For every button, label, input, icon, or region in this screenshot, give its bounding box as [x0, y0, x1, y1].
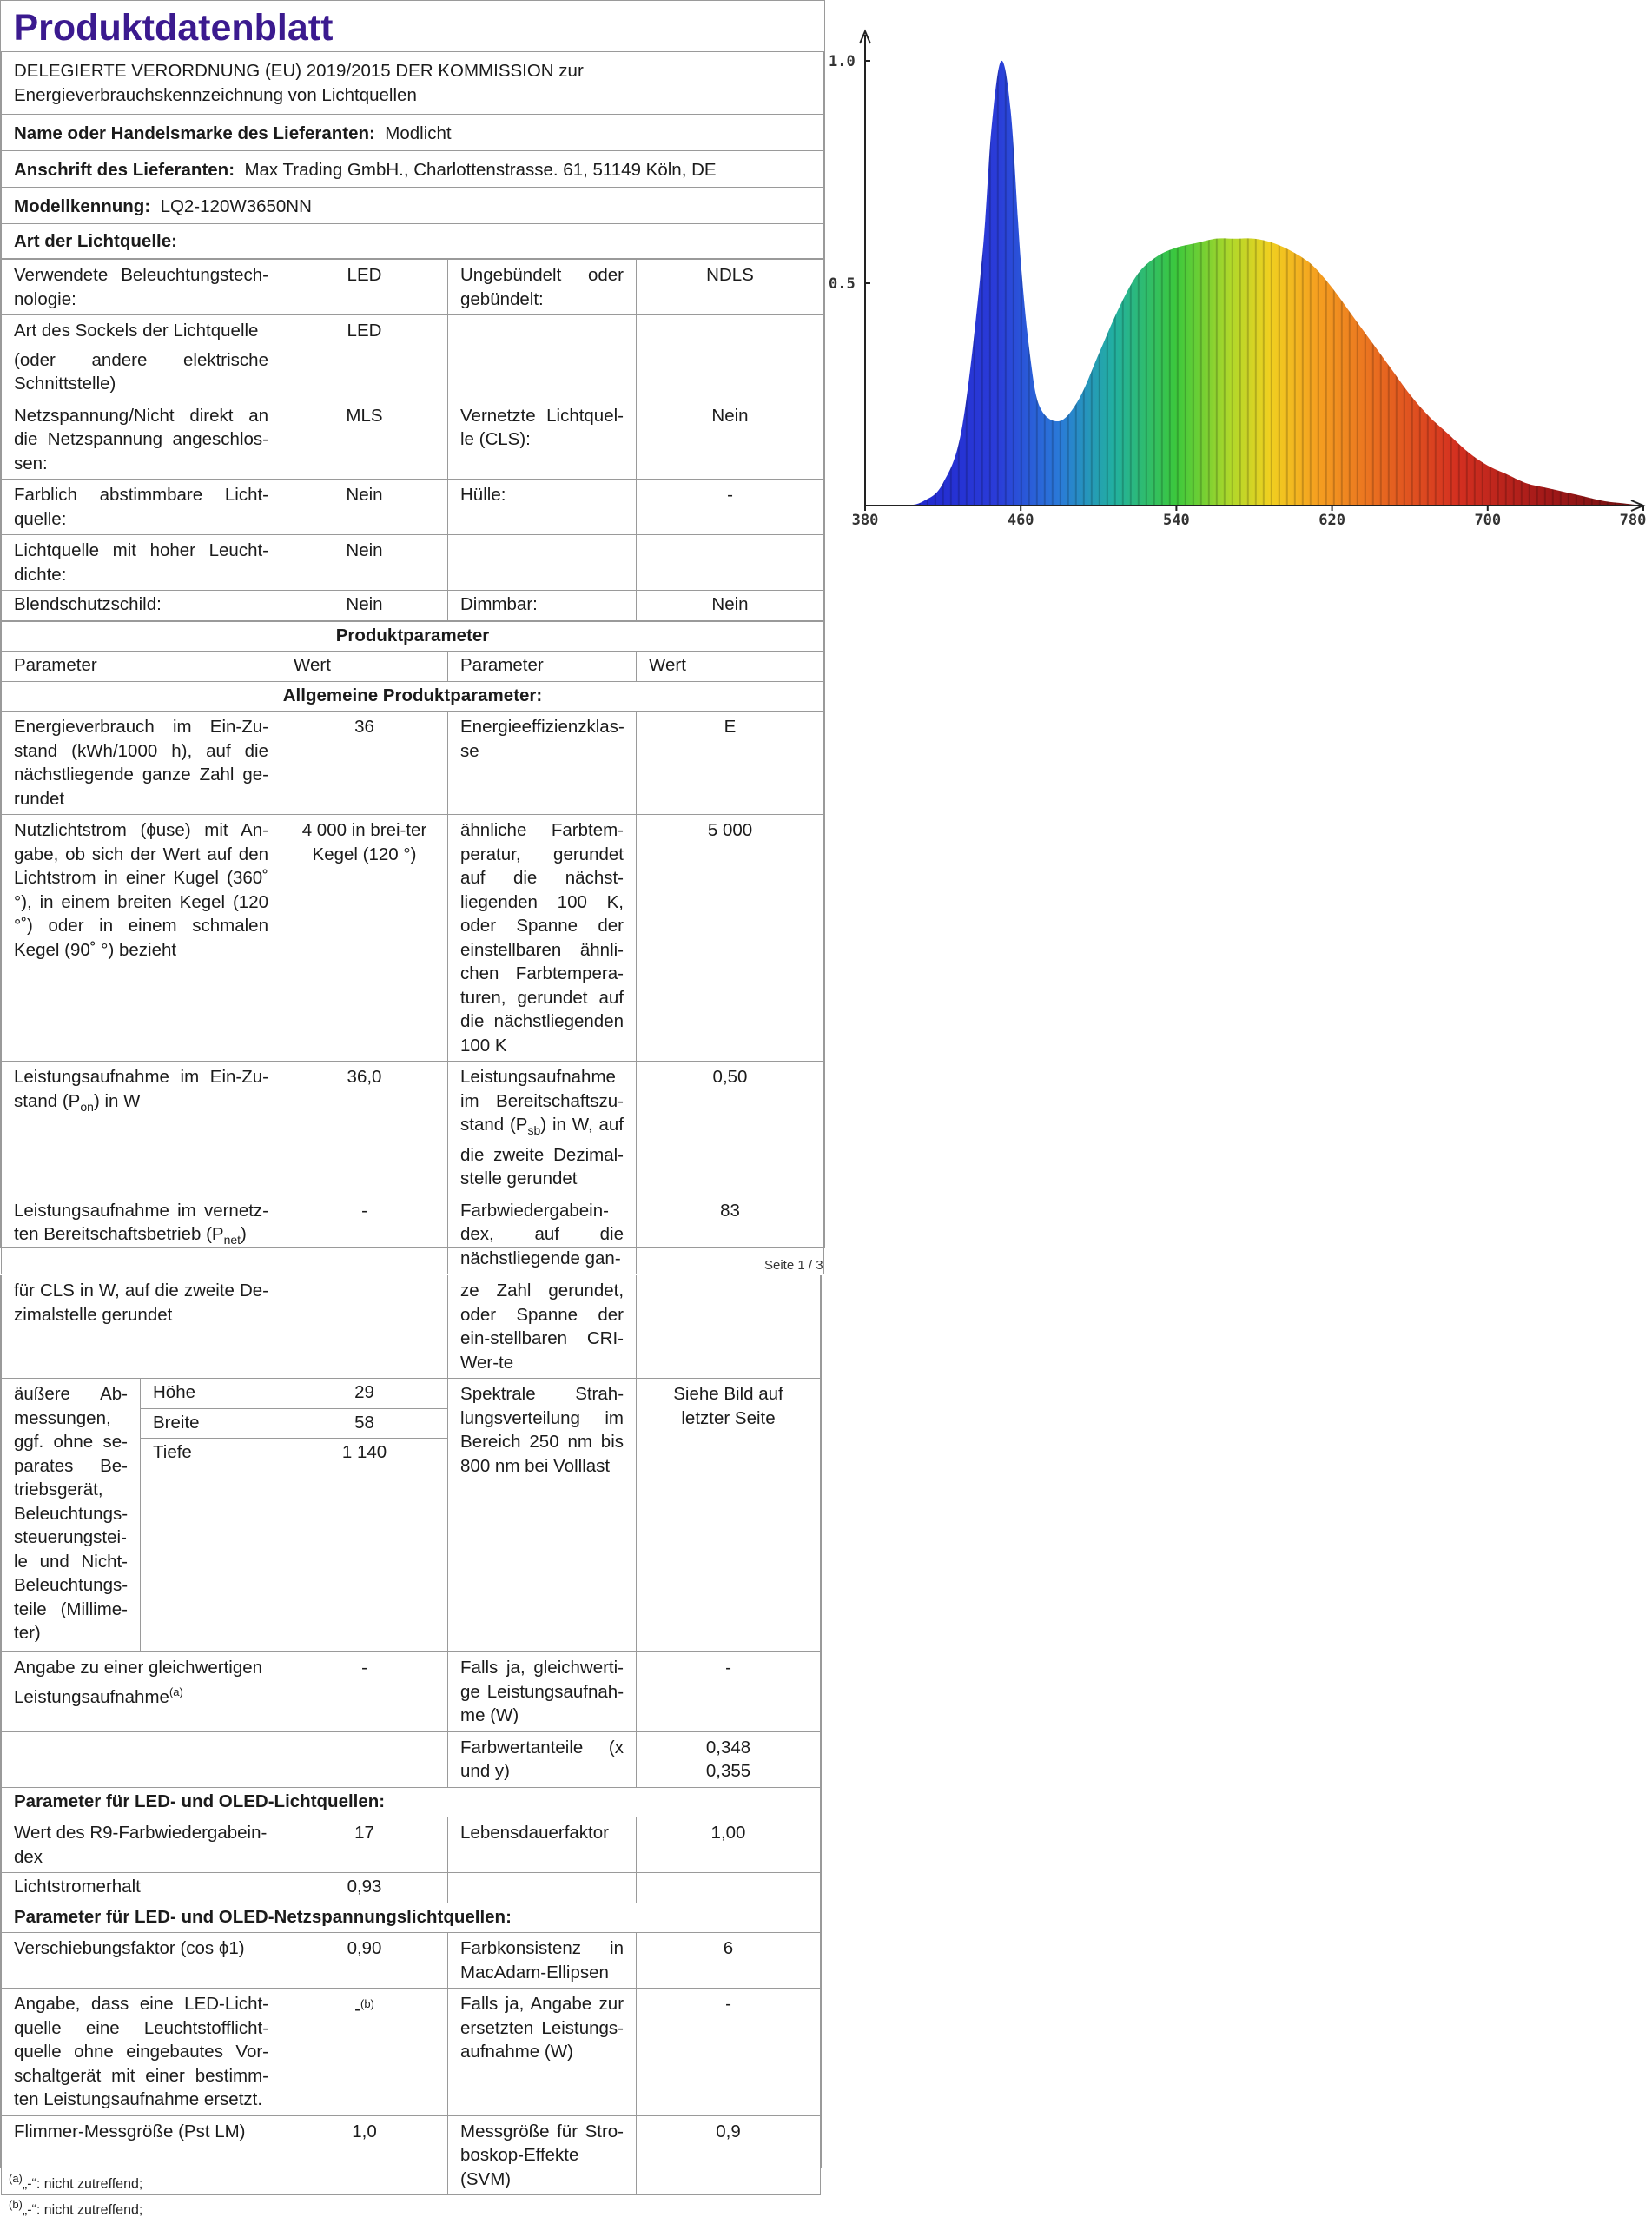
spd-label: Spektrale Strah-lungsverteilung im Bereich 250 nm bis 800 nm bei Volllast	[448, 1379, 637, 1652]
model-label: Modellkennung:	[14, 196, 151, 216]
psb-label: Leistungsaufnahme im Bereitschaftszu-stand (P	[460, 1067, 624, 1135]
type-param: Verwendete Beleuchtungstech-nologie:	[2, 260, 281, 315]
model-value: LQ2-120W3650NN	[160, 196, 312, 216]
param-label: Falls ja, gleichwerti-ge Leistungsaufnah-me (W)	[448, 1652, 637, 1732]
page-title: Produktdatenblatt	[13, 7, 334, 49]
stripe-group	[904, 43, 1639, 506]
general-heading: Allgemeine Produktparameter:	[2, 681, 824, 712]
footnote-mark: (a)	[9, 2172, 23, 2185]
params-row	[2, 712, 824, 815]
type-param: Vernetzte Lichtquel-le (CLS):	[448, 400, 637, 480]
type-value: -	[637, 480, 824, 535]
params-row	[2, 1989, 821, 2116]
y-tick-label: 1.0	[829, 53, 856, 70]
param-label-cont: ze Zahl gerundet, oder Spanne der ein-stellbaren CRI-Wer-te	[448, 1275, 637, 1379]
dim-label-width: Breite	[141, 1408, 281, 1439]
params-row	[2, 1195, 824, 1274]
chart-y-ticks	[829, 53, 870, 293]
footnote-b	[9, 2198, 142, 2218]
supplier-value: Modlicht	[385, 123, 452, 143]
params-row	[2, 1817, 821, 1873]
param-label: Nutzlichtstrom (ϕuse) mit An-gabe, ob sich der Wert auf den Lichtstrom in einer Kugel (360˚ °), in einem breiten Kegel (120 °˚) oder in einem schmalen Kegel (90˚ °) bezieht	[2, 815, 281, 1062]
param-value: 0,90	[281, 1933, 448, 1989]
type-value: LED	[281, 315, 448, 400]
param-label	[448, 1873, 637, 1903]
type-value: NDLS	[637, 260, 824, 315]
pon-label: Leistungsaufnahme im Ein-Zu-stand (P	[14, 1067, 268, 1111]
footnote-text: „-“: nicht zutreffend;	[22, 2202, 143, 2218]
led-heading: Parameter für LED- und OLED-Lichtquellen:	[2, 1787, 821, 1817]
param-label: Falls ja, Angabe zur ersetzten Leistungs-aufnahme (W)	[448, 1989, 637, 2116]
y-tick-label: 0.5	[829, 275, 856, 293]
socket-label-cont: (oder andere elektrische Schnittstelle)	[14, 349, 268, 394]
params-table	[1, 621, 824, 1274]
col-header-param: Parameter	[448, 652, 637, 682]
type-row	[2, 535, 824, 591]
page2-table	[1, 1275, 821, 2195]
param-value	[637, 1873, 821, 1903]
dim-value-width: 58	[281, 1408, 448, 1439]
retro-sup: (b)	[360, 1997, 374, 2010]
params-row	[2, 1062, 824, 1195]
param-value: 17	[281, 1817, 448, 1873]
dims-row	[2, 1379, 821, 1409]
type-heading: Art der Lichtquelle:	[2, 224, 824, 259]
param-label: Verschiebungsfaktor (cos ϕ1)	[2, 1933, 281, 1989]
param-label: Farbwiedergabein-dex, auf die nächstliegende gan-	[448, 1195, 637, 1274]
param-label: Wert des R9-Farbwiedergabein-dex	[2, 1817, 281, 1873]
type-value	[637, 535, 824, 591]
param-label	[2, 1062, 281, 1195]
header-table	[1, 1, 824, 259]
param-value: 1,00	[637, 1817, 821, 1873]
col-header-value: Wert	[281, 652, 448, 682]
socket-label: Art des Sockels der Lichtquelle	[14, 321, 259, 341]
spd-value: Siehe Bild auf letzter Seite	[637, 1379, 821, 1652]
param-value: 1,0	[281, 2115, 448, 2195]
psb-tail: ) in W, auf die zweite Dezimal-stelle gerundet	[460, 1115, 624, 1189]
type-param: Netzspannung/Nicht direkt an die Netzspannung angeschlos-sen:	[2, 400, 281, 480]
x-tick-label: 700	[1474, 512, 1502, 529]
x-tick-label: 540	[1163, 512, 1190, 529]
param-value: 0,9	[637, 2115, 821, 2195]
type-value: Nein	[281, 480, 448, 535]
dim-value-depth: 1 140	[281, 1439, 448, 1652]
param-value	[637, 1731, 821, 1787]
footnote-a	[9, 2172, 142, 2192]
param-value: 83	[637, 1195, 824, 1274]
param-value	[281, 1275, 448, 1379]
params-heading: Produktparameter	[2, 621, 824, 652]
param-value: -	[281, 1652, 448, 1732]
type-param: Farblich abstimmbare Licht-quelle:	[2, 480, 281, 535]
param-label: ähnliche Farbtem-peratur, gerundet auf die nächst-liegenden 100 K, oder Spanne der einstellbaren ähnli-chen Farbtempera-turen, gerundet auf die nächstliegenden 100 K	[448, 815, 637, 1062]
param-value: -	[637, 1989, 821, 2116]
model-row	[2, 188, 824, 224]
param-label	[2, 1731, 281, 1787]
params-row	[2, 815, 824, 1062]
type-row	[2, 260, 824, 315]
chart-stripes	[904, 43, 1639, 506]
type-row	[2, 591, 824, 621]
params-row	[2, 1933, 821, 1989]
type-value: Nein	[637, 591, 824, 621]
mains-heading: Parameter für LED- und OLED-Netzspannungslichtquellen:	[2, 1903, 821, 1933]
type-param: Hülle:	[448, 480, 637, 535]
col-header-param: Parameter	[2, 652, 281, 682]
param-value: E	[637, 712, 824, 815]
param-label: Angabe, dass eine LED-Licht-quelle eine Leuchtstofflicht-quelle ohne eingebautes Vor-schaltgerät mit einer bestimm-ten Leistungsaufnahme ersetzt.	[2, 1989, 281, 2116]
param-value	[281, 1731, 448, 1787]
params-row	[2, 1731, 821, 1787]
spectral-distribution-chart	[827, 0, 1652, 540]
col-header-value: Wert	[637, 652, 824, 682]
param-label: Lichtstromerhalt	[2, 1873, 281, 1903]
type-param: Dimmbar:	[448, 591, 637, 621]
param-label: Farbwertanteile (x und y)	[448, 1731, 637, 1787]
address-row	[2, 151, 824, 188]
dim-value-height: 29	[281, 1379, 448, 1409]
type-value: Nein	[281, 591, 448, 621]
param-label	[2, 1195, 281, 1274]
x-tick-label: 620	[1318, 512, 1345, 529]
type-param: Lichtquelle mit hoher Leucht-dichte:	[2, 535, 281, 591]
param-value: -	[281, 1195, 448, 1274]
type-row	[2, 400, 824, 480]
type-value: Nein	[637, 400, 824, 480]
param-value: 6	[637, 1933, 821, 1989]
param-value	[637, 1275, 821, 1379]
param-label	[448, 1062, 637, 1195]
type-value: Nein	[281, 535, 448, 591]
dims-label: äußere Ab-messungen, ggf. ohne se-parates Be-triebsgerät, Beleuchtungs-steuerungstei-le und Nicht-Beleuchtungs-teile (Millime-ter)	[2, 1379, 141, 1652]
page-number: Seite 1 / 3	[764, 1258, 823, 1273]
param-label	[2, 1652, 281, 1732]
footnote-text: „-“: nicht zutreffend;	[22, 2176, 143, 2192]
type-row	[2, 480, 824, 535]
dim-label-height: Höhe	[141, 1379, 281, 1409]
param-value	[281, 1989, 448, 2116]
chart-x-ticks	[852, 506, 1647, 529]
x-tick-label: 780	[1619, 512, 1647, 529]
regulation-text: DELEGIERTE VERORDNUNG (EU) 2019/2015 DER KOMMISSION zur Energieverbrauchskennzeichnung von Lichtquellen	[2, 52, 824, 115]
pon-sub: on	[80, 1099, 94, 1114]
pnet-tail: )	[241, 1224, 247, 1245]
type-table	[1, 259, 824, 621]
address-label: Anschrift des Lieferanten:	[14, 160, 235, 180]
psb-sub: sb	[527, 1123, 541, 1138]
param-label: Energieeffizienzklas-se	[448, 712, 637, 815]
type-param	[448, 315, 637, 400]
param-value: 5 000	[637, 815, 824, 1062]
param-label: Energieverbrauch im Ein-Zu-stand (kWh/1000 h), auf die nächstliegende ganze Zahl ge-rundet	[2, 712, 281, 815]
param-value: -	[637, 1652, 821, 1732]
param-label: Farbkonsistenz in MacAdam-Ellipsen	[448, 1933, 637, 1989]
type-value: LED	[281, 260, 448, 315]
equiv-label: Angabe zu einer gleichwertigen Leistungsaufnahme	[14, 1658, 263, 1707]
param-label: Messgröße für Stro-boskop-Effekte (SVM)	[448, 2115, 637, 2195]
chroma-x: 0,348	[705, 1737, 751, 1757]
equiv-sup: (a)	[169, 1685, 183, 1698]
retro-value: -	[354, 1998, 360, 2019]
address-value: Max Trading GmbH., Charlottenstrasse. 61, 51149 Köln, DE	[244, 160, 717, 180]
param-label-cont: für CLS in W, auf die zweite De-zimalstelle gerundet	[2, 1275, 281, 1379]
param-label: Flimmer-Messgröße (Pst LM)	[2, 2115, 281, 2195]
param-value: 0,93	[281, 1873, 448, 1903]
x-tick-label: 380	[851, 512, 879, 529]
type-param	[2, 315, 281, 400]
params-row	[2, 1873, 821, 1903]
pon-tail: ) in W	[93, 1090, 141, 1111]
type-value: MLS	[281, 400, 448, 480]
params-col-headers	[2, 652, 824, 682]
pnet-sub: net	[223, 1233, 241, 1248]
param-label: Lebensdauerfaktor	[448, 1817, 637, 1873]
type-row	[2, 315, 824, 400]
supplier-row	[2, 115, 824, 151]
param-value: 0,50	[637, 1062, 824, 1195]
param-value: 36	[281, 712, 448, 815]
supplier-label: Name oder Handelsmarke des Lieferanten:	[14, 123, 375, 143]
params-row	[2, 1275, 821, 1379]
type-value	[637, 315, 824, 400]
footnote-mark: (b)	[9, 2198, 23, 2211]
x-tick-label: 460	[1007, 512, 1034, 529]
type-param: Blendschutzschild:	[2, 591, 281, 621]
chroma-y: 0,355	[705, 1761, 751, 1781]
type-param	[448, 535, 637, 591]
param-value: 36,0	[281, 1062, 448, 1195]
dim-label-depth: Tiefe	[141, 1439, 281, 1652]
param-value: 4 000 in brei-ter Kegel (120 °)	[281, 815, 448, 1062]
type-param: Ungebündelt oder gebündelt:	[448, 260, 637, 315]
pnet-label: Leistungsaufnahme im vernetz-ten Bereitschaftsbetrieb (P	[14, 1200, 268, 1245]
params-row	[2, 1652, 821, 1732]
